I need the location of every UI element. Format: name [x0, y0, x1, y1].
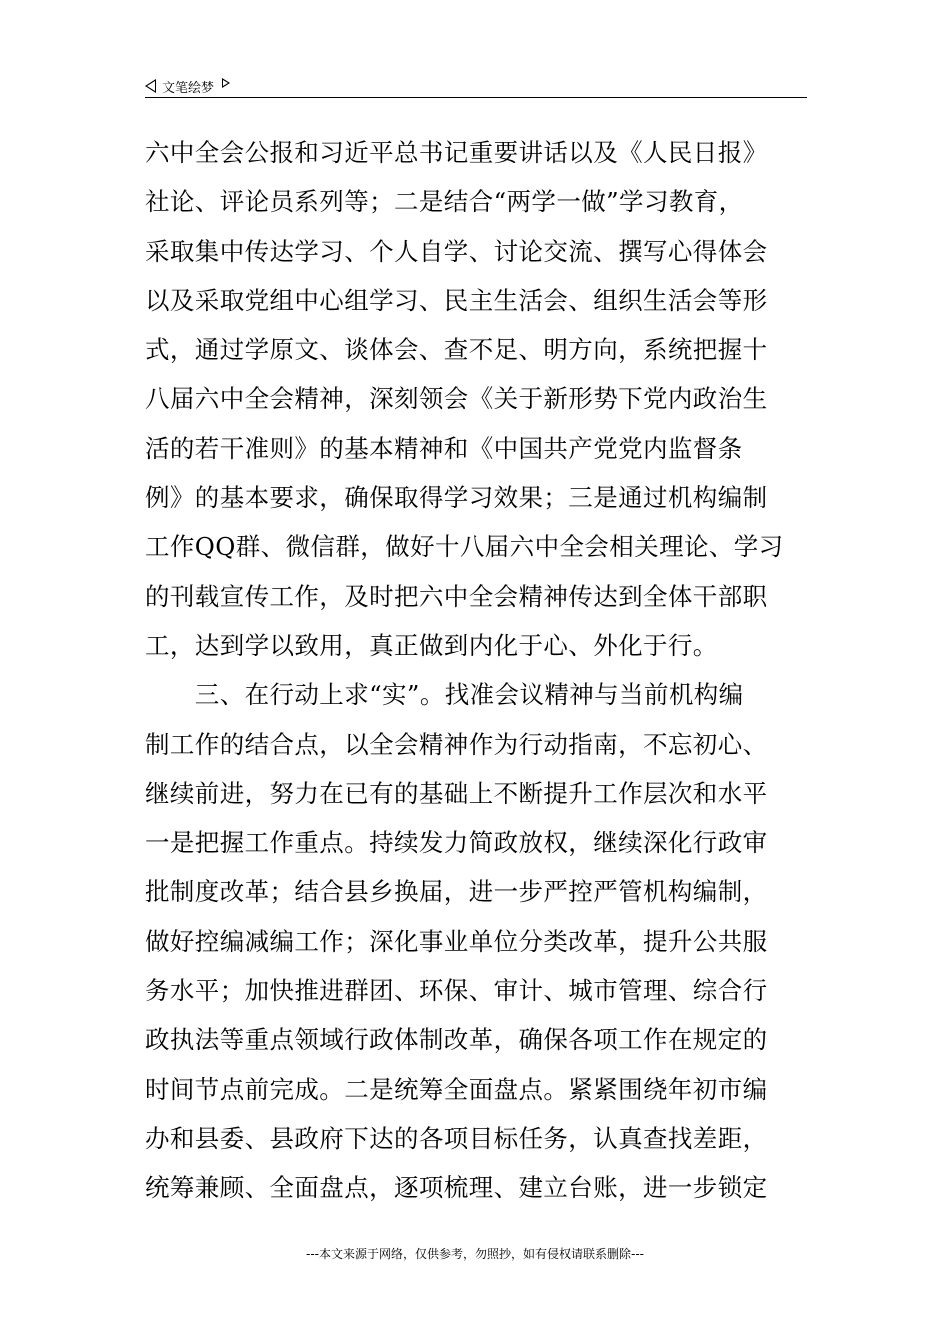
text-line: 时间节点前完成。二是统筹全面盘点。紧紧围绕年初市编 [145, 1074, 768, 1104]
text-line: 社论、评论员系列等；二是结合“两学一做”学习教育， [145, 187, 744, 217]
text-line: 一是把握工作重点。持续发力简政放权，继续深化行政审 [145, 828, 768, 858]
text-line: 政执法等重点领域行政体制改革，确保各项工作在规定的 [145, 1025, 768, 1055]
text-line: 办和县委、县政府下达的各项目标任务，认真查找差距， [145, 1123, 768, 1153]
text-line: 务水平；加快推进群团、环保、审计、城市管理、综合行 [145, 976, 768, 1006]
text-line: 例》的基本要求，确保取得学习效果；三是通过机构编制 [145, 483, 768, 513]
text-line: 做好控编减编工作；深化事业单位分类改革，提升公共服 [145, 926, 768, 956]
arrow-right-icon[interactable] [222, 78, 230, 88]
text-line: 八届六中全会精神，深刻领会《关于新形势下党内政治生 [145, 384, 768, 414]
header-divider [145, 97, 807, 98]
text-line: 六中全会公报和习近平总书记重要讲话以及《人民日报》 [145, 138, 768, 167]
text-line: 的刊载宣传工作，及时把六中全会精神传达到全体干部职 [145, 581, 768, 611]
document-body [145, 128, 810, 1213]
text-line: 采取集中传达学习、个人自学、讨论交流、撰写心得体会 [145, 236, 768, 266]
text-line: 式，通过学原文、谈体会、查不足、明方向，系统把握十 [145, 335, 768, 365]
text-line: 三、在行动上求“实”。找准会议精神与当前机构编 [145, 680, 744, 710]
arrow-left-icon[interactable] [145, 79, 156, 93]
text-line: 制工作的结合点，以全会精神作为行动指南，不忘初心、 [145, 729, 768, 759]
text-line: 批制度改革；结合县乡换届，进一步严控严管机构编制， [145, 877, 768, 907]
text-line: 工，达到学以致用，真正做到内化于心、外化于行。 [145, 630, 718, 660]
text-line: 活的若干准则》的基本精神和《中国共产党党内监督条 [145, 433, 743, 463]
text-line: 统筹兼顾、全面盘点，逐项梳理、建立台账，进一步锁定 [145, 1173, 768, 1203]
text-line: 工作QQ群、微信群，做好十八届六中全会相关理论、学习 [145, 532, 784, 562]
text-line: 继续前进，努力在已有的基础上不断提升工作层次和水平 [145, 778, 768, 808]
text-line: 以及采取党组中心组学习、民主生活会、组织生活会等形 [145, 285, 768, 315]
header-title: 文笔绘梦 [162, 80, 215, 96]
page-header [145, 74, 807, 98]
page-footer: ---本文来源于网络，仅供参考，勿照抄，如有侵权请联系删除--- [306, 1247, 644, 1261]
